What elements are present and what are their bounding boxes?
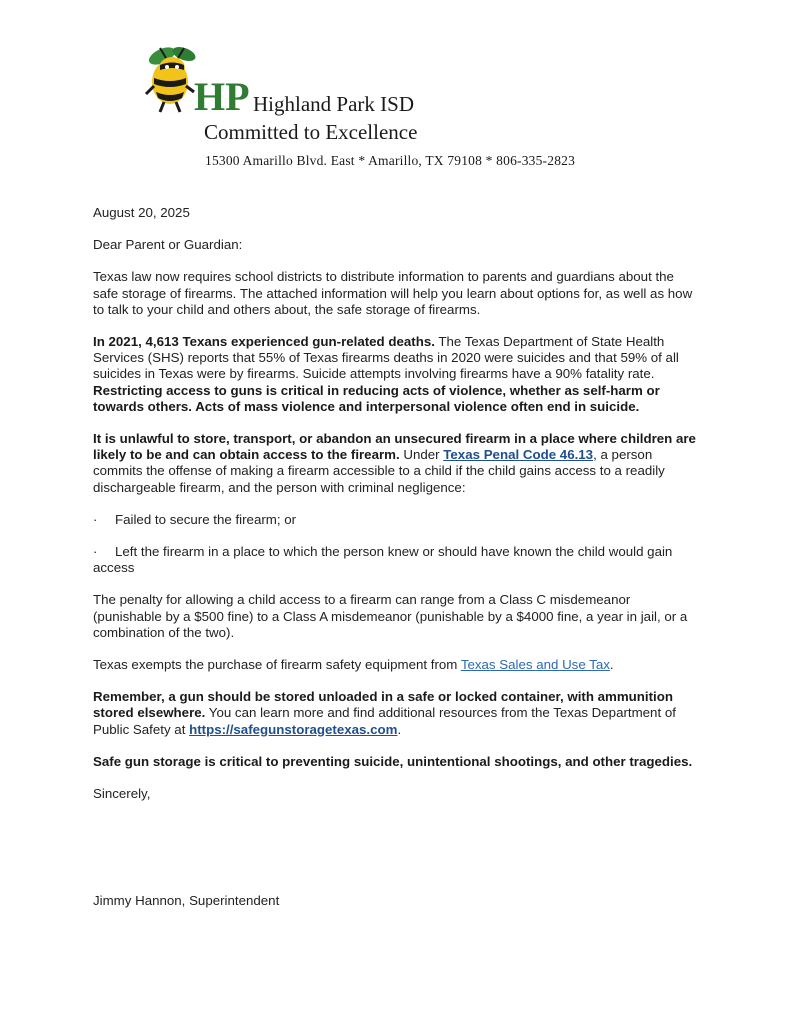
signature: Jimmy Hannon, Superintendent [93, 893, 280, 908]
paragraph-storage [93, 689, 698, 738]
list-item [93, 544, 698, 576]
paragraph-law [93, 431, 698, 496]
district-address: 15300 Amarillo Blvd. East * Amarillo, TX 79108 * 806-335-2823 [205, 153, 576, 168]
sales-tax-link[interactable]: Texas Sales and Use Tax [460, 657, 610, 673]
logo-initials: HP [194, 74, 250, 119]
law-text-post: , a person commits the offense of making a firearm accessible to a child if the child gains access to a readily dischargeable firearm, and the person with criminal negligence: [93, 447, 665, 495]
statistics-headline: In 2021, 4,613 Texans experienced gun-related deaths. [93, 334, 435, 350]
statistics-emphasis: Restricting access to guns is critical in reducing acts of violence, whether as self-harm or towards others. Acts of mass violence and interpersonal violence often end in suicide. [93, 382, 660, 414]
bullet-text: Left the firearm in a place to which the person knew or should have known the child would gain access [93, 544, 673, 576]
statistics-text: The Texas Department of State Health Services (SHS) reports that 55% of Texas firearms deaths in 2020 were suicides and that 59% of all suicides in Texas were by firearms. Suicide attempts involving firearms have a 90% fatality rate. [93, 334, 679, 382]
safe-storage-link[interactable]: https://safegunstoragetexas.com [189, 721, 398, 737]
tax-text: Texas exempts the purchase of firearm safety equipment from [93, 657, 461, 673]
law-headline: It is unlawful to store, transport, or abandon an unsecured firearm in a place where children are likely to be and can obtain access to the firearm. [93, 431, 696, 463]
storage-text-end: . [397, 721, 402, 737]
paragraph-tax [93, 657, 698, 673]
closing-statement: Safe gun storage is critical to preventing suicide, unintentional shootings, and other tragedies. [93, 753, 693, 769]
bullet-symbol: · [93, 511, 98, 527]
bullet-symbol: · [93, 544, 98, 560]
hornet-logo [140, 44, 262, 120]
tax-text-end: . [609, 657, 614, 673]
paragraph-penalty: The penalty for allowing a child access to a firearm can range from a Class C misdemeanor (punishable by a $500 fine) to a Class A misdemeanor (punishable by a $4000 fine, a year in jail, or a combination of the two). [93, 592, 688, 640]
paragraph-statistics [93, 334, 698, 415]
penal-code-link[interactable]: Texas Penal Code 46.13 [443, 447, 594, 463]
letter-body [93, 205, 698, 802]
hornet-mascot-icon [146, 44, 197, 112]
paragraph-intro: Texas law now requires school districts to distribute information to parents and guardians about the safe storage of firearms. The attached information will help you learn about options for, as well as how to talk to your child and others about, the safe storage of firearms. [93, 269, 693, 317]
paragraph-closing-statement [93, 754, 698, 770]
storage-headline: Remember, a gun should be stored unloaded in a safe or locked container, with ammunition stored elsewhere. [93, 689, 673, 721]
list-item [93, 512, 698, 528]
closing: Sincerely, [93, 786, 151, 802]
district-motto: Committed to Excellence [204, 120, 418, 144]
storage-text: You can learn more and find additional resources from the Texas Department of Public Safety at [93, 705, 676, 737]
law-text-pre: Under [399, 447, 444, 463]
letter-date: August 20, 2025 [93, 205, 190, 220]
salutation: Dear Parent or Guardian: [93, 237, 243, 253]
bullet-text: Failed to secure the firearm; or [115, 511, 297, 527]
district-name: Highland Park ISD [253, 92, 414, 116]
